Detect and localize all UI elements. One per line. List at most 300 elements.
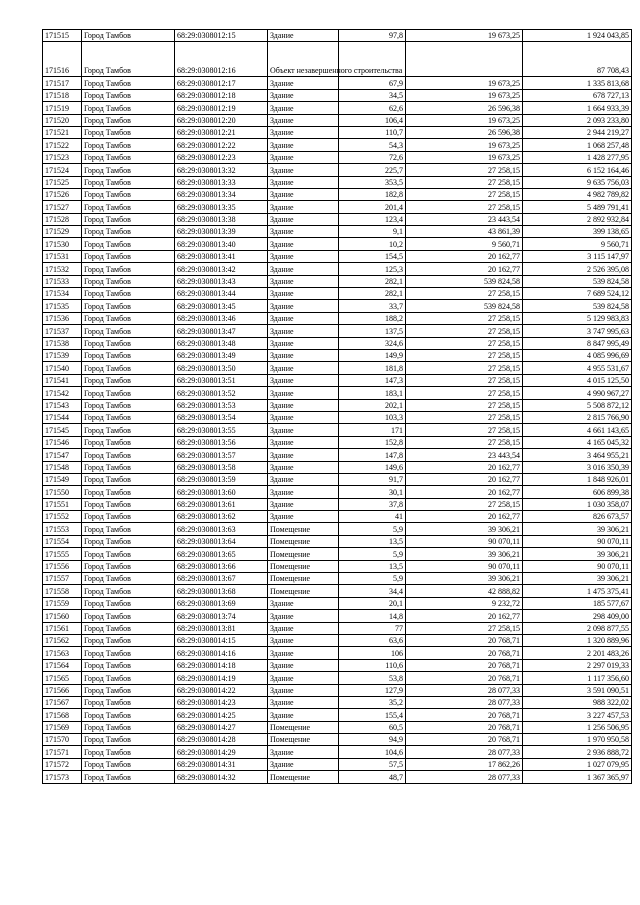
cell-cadastral-value: 87 708,43 <box>523 42 632 77</box>
cell-object-type: Здание <box>268 288 339 300</box>
cell-area: 282,1 <box>339 275 406 287</box>
cell-cadastral-value: 399 138,65 <box>523 226 632 238</box>
cell-municipality: Город Тамбов <box>82 436 175 448</box>
cell-area: 34,4 <box>339 585 406 597</box>
cell-municipality: Город Тамбов <box>82 597 175 609</box>
cell-cadastral-number: 68:29:0308013:50 <box>175 362 268 374</box>
cell-record-number: 171540 <box>43 362 82 374</box>
cell-area: 123,4 <box>339 213 406 225</box>
cell-cadastral-value: 1 664 933,39 <box>523 102 632 114</box>
table-row <box>43 151 632 163</box>
cell-specific-value: 539 824,58 <box>406 275 523 287</box>
cell-municipality: Город Тамбов <box>82 758 175 770</box>
cell-object-type: Помещение <box>268 771 339 783</box>
cell-specific-value: 43 861,39 <box>406 226 523 238</box>
cell-cadastral-value: 1 367 365,97 <box>523 771 632 783</box>
cell-cadastral-number: 68:29:0308013:60 <box>175 486 268 498</box>
table-row <box>43 573 632 585</box>
cell-record-number: 171533 <box>43 275 82 287</box>
table-row <box>43 523 632 535</box>
cell-object-type: Здание <box>268 597 339 609</box>
table-row <box>43 436 632 448</box>
cell-record-number: 171565 <box>43 672 82 684</box>
cell-cadastral-number: 68:29:0308013:32 <box>175 164 268 176</box>
cell-area: 33,7 <box>339 300 406 312</box>
cell-object-type: Здание <box>268 709 339 721</box>
cell-municipality: Город Тамбов <box>82 523 175 535</box>
table-row <box>43 560 632 572</box>
cell-cadastral-number: 68:29:0308014:31 <box>175 758 268 770</box>
table-row <box>43 188 632 200</box>
cell-specific-value: 28 077,33 <box>406 696 523 708</box>
cell-specific-value: 20 162,77 <box>406 511 523 523</box>
cell-municipality: Город Тамбов <box>82 151 175 163</box>
cell-object-type: Здание <box>268 746 339 758</box>
cell-cadastral-value: 39 306,21 <box>523 573 632 585</box>
cell-cadastral-value: 2 815 766,90 <box>523 411 632 423</box>
cell-specific-value: 27 258,15 <box>406 411 523 423</box>
cell-cadastral-number: 68:29:0308013:35 <box>175 201 268 213</box>
cell-municipality: Город Тамбов <box>82 374 175 386</box>
cell-object-type: Помещение <box>268 573 339 585</box>
table-row <box>43 300 632 312</box>
cell-area: 77 <box>339 622 406 634</box>
cell-cadastral-value: 2 526 395,08 <box>523 263 632 275</box>
cell-object-type: Объект незавершенного строительства <box>268 42 339 77</box>
cell-area: 9,1 <box>339 226 406 238</box>
cell-specific-value: 28 077,33 <box>406 746 523 758</box>
cell-cadastral-number: 68:29:0308014:28 <box>175 734 268 746</box>
cell-record-number: 171548 <box>43 461 82 473</box>
cell-record-number: 171553 <box>43 523 82 535</box>
table-row <box>43 461 632 473</box>
cell-cadastral-number: 68:29:0308013:67 <box>175 573 268 585</box>
cell-cadastral-value: 1 068 257,48 <box>523 139 632 151</box>
cell-municipality: Город Тамбов <box>82 411 175 423</box>
cell-area: 181,8 <box>339 362 406 374</box>
cell-object-type: Здание <box>268 126 339 138</box>
table-row <box>43 349 632 361</box>
cell-cadastral-number: 68:29:0308013:48 <box>175 337 268 349</box>
cell-area: 57,5 <box>339 758 406 770</box>
cell-cadastral-value: 3 227 457,53 <box>523 709 632 721</box>
cell-object-type: Здание <box>268 201 339 213</box>
table-row <box>43 585 632 597</box>
cell-cadastral-value: 2 936 888,72 <box>523 746 632 758</box>
cell-area: 37,8 <box>339 498 406 510</box>
cell-cadastral-value: 5 489 791,41 <box>523 201 632 213</box>
cell-record-number: 171551 <box>43 498 82 510</box>
cell-cadastral-value: 7 689 524,12 <box>523 288 632 300</box>
cell-cadastral-number: 68:29:0308013:68 <box>175 585 268 597</box>
cell-specific-value: 9 560,71 <box>406 238 523 250</box>
cell-cadastral-number: 68:29:0308013:43 <box>175 275 268 287</box>
cell-municipality: Город Тамбов <box>82 548 175 560</box>
cell-municipality: Город Тамбов <box>82 325 175 337</box>
cell-cadastral-number: 68:29:0308013:53 <box>175 399 268 411</box>
cell-municipality: Город Тамбов <box>82 164 175 176</box>
cell-object-type: Здание <box>268 486 339 498</box>
cell-cadastral-number: 68:29:0308013:38 <box>175 213 268 225</box>
cell-cadastral-value: 1 970 950,58 <box>523 734 632 746</box>
table-row <box>43 610 632 622</box>
cell-municipality: Город Тамбов <box>82 201 175 213</box>
cell-record-number: 171555 <box>43 548 82 560</box>
cell-record-number: 171566 <box>43 684 82 696</box>
cell-area: 106,4 <box>339 114 406 126</box>
cell-cadastral-value: 539 824,58 <box>523 275 632 287</box>
cell-specific-value: 20 768,71 <box>406 672 523 684</box>
cell-object-type: Здание <box>268 672 339 684</box>
cell-object-type: Здание <box>268 362 339 374</box>
cell-cadastral-number: 68:29:0308014:16 <box>175 647 268 659</box>
cell-object-type: Здание <box>268 511 339 523</box>
cell-cadastral-number: 68:29:0308013:74 <box>175 610 268 622</box>
cell-object-type: Здание <box>268 188 339 200</box>
cell-cadastral-value: 90 070,11 <box>523 560 632 572</box>
cell-area: 155,4 <box>339 709 406 721</box>
cell-object-type: Здание <box>268 622 339 634</box>
cell-area: 149,9 <box>339 349 406 361</box>
cell-specific-value: 19 673,25 <box>406 77 523 89</box>
cell-object-type: Здание <box>268 77 339 89</box>
cell-cadastral-value: 1 027 079,95 <box>523 758 632 770</box>
cell-specific-value: 20 162,77 <box>406 610 523 622</box>
cell-object-type: Здание <box>268 449 339 461</box>
cell-object-type: Помещение <box>268 585 339 597</box>
cell-cadastral-number: 68:29:0308012:21 <box>175 126 268 138</box>
cell-area: 110,6 <box>339 659 406 671</box>
cell-cadastral-number: 68:29:0308013:41 <box>175 250 268 262</box>
cell-record-number: 171568 <box>43 709 82 721</box>
cell-cadastral-value: 1 030 358,07 <box>523 498 632 510</box>
cell-cadastral-number: 68:29:0308013:56 <box>175 436 268 448</box>
table-row <box>43 399 632 411</box>
cell-record-number: 171531 <box>43 250 82 262</box>
cell-area: 282,1 <box>339 288 406 300</box>
table-row <box>43 746 632 758</box>
cell-municipality: Город Тамбов <box>82 275 175 287</box>
cell-cadastral-value: 2 297 019,33 <box>523 659 632 671</box>
table-row <box>43 325 632 337</box>
cell-municipality: Город Тамбов <box>82 250 175 262</box>
cell-cadastral-number: 68:29:0308013:44 <box>175 288 268 300</box>
cell-cadastral-value: 9 635 756,03 <box>523 176 632 188</box>
cell-area: 94,9 <box>339 734 406 746</box>
cell-area: 147,8 <box>339 449 406 461</box>
cell-municipality: Город Тамбов <box>82 312 175 324</box>
cell-specific-value: 39 306,21 <box>406 573 523 585</box>
cell-record-number: 171541 <box>43 374 82 386</box>
cell-area: 183,1 <box>339 387 406 399</box>
cell-object-type: Здание <box>268 610 339 622</box>
cell-record-number: 171536 <box>43 312 82 324</box>
cell-cadastral-value: 90 070,11 <box>523 535 632 547</box>
cell-cadastral-value: 539 824,58 <box>523 300 632 312</box>
cell-cadastral-number: 68:29:0308014:19 <box>175 672 268 684</box>
cell-record-number: 171561 <box>43 622 82 634</box>
cell-area: 62,6 <box>339 102 406 114</box>
table-row <box>43 498 632 510</box>
cell-record-number: 171527 <box>43 201 82 213</box>
cell-specific-value: 27 258,15 <box>406 201 523 213</box>
cell-record-number: 171545 <box>43 424 82 436</box>
cell-municipality: Город Тамбов <box>82 721 175 733</box>
cell-area: 5,9 <box>339 548 406 560</box>
cell-record-number: 171538 <box>43 337 82 349</box>
cell-specific-value: 27 258,15 <box>406 387 523 399</box>
cell-municipality: Город Тамбов <box>82 226 175 238</box>
cell-area: 53,8 <box>339 672 406 684</box>
cell-specific-value: 20 162,77 <box>406 263 523 275</box>
cell-area: 35,2 <box>339 696 406 708</box>
cell-object-type: Здание <box>268 139 339 151</box>
cell-specific-value: 19 673,25 <box>406 151 523 163</box>
cell-specific-value: 90 070,11 <box>406 560 523 572</box>
cell-cadastral-number: 68:29:0308013:61 <box>175 498 268 510</box>
table-row <box>43 250 632 262</box>
cell-area: 30,1 <box>339 486 406 498</box>
cell-area: 13,5 <box>339 535 406 547</box>
cell-municipality: Город Тамбов <box>82 424 175 436</box>
cell-area: 72,6 <box>339 151 406 163</box>
cell-cadastral-number: 68:29:0308013:34 <box>175 188 268 200</box>
cell-record-number: 171528 <box>43 213 82 225</box>
cell-area: 149,6 <box>339 461 406 473</box>
cell-cadastral-value: 4 990 967,27 <box>523 387 632 399</box>
cell-municipality: Город Тамбов <box>82 647 175 659</box>
table-row <box>43 511 632 523</box>
cell-cadastral-value: 5 129 983,83 <box>523 312 632 324</box>
cell-object-type: Здание <box>268 387 339 399</box>
table-row <box>43 337 632 349</box>
cell-municipality: Город Тамбов <box>82 535 175 547</box>
cell-cadastral-number: 68:29:0308013:39 <box>175 226 268 238</box>
cell-object-type: Помещение <box>268 535 339 547</box>
cell-cadastral-value: 3 464 955,21 <box>523 449 632 461</box>
table-row <box>43 238 632 250</box>
cell-record-number: 171564 <box>43 659 82 671</box>
cell-cadastral-number: 68:29:0308012:18 <box>175 89 268 101</box>
cell-cadastral-value: 2 201 483,26 <box>523 647 632 659</box>
cell-cadastral-value: 606 899,38 <box>523 486 632 498</box>
cell-area: 5,9 <box>339 523 406 535</box>
cell-specific-value: 23 443,54 <box>406 213 523 225</box>
cell-record-number: 171534 <box>43 288 82 300</box>
cell-cadastral-value: 185 577,67 <box>523 597 632 609</box>
table-row <box>43 659 632 671</box>
cell-municipality: Город Тамбов <box>82 114 175 126</box>
cell-cadastral-number: 68:29:0308012:23 <box>175 151 268 163</box>
cell-record-number: 171537 <box>43 325 82 337</box>
cell-area: 127,9 <box>339 684 406 696</box>
cell-record-number: 171572 <box>43 758 82 770</box>
cell-object-type: Здание <box>268 349 339 361</box>
cell-object-type: Здание <box>268 312 339 324</box>
cell-cadastral-number: 68:29:0308014:29 <box>175 746 268 758</box>
cell-record-number: 171570 <box>43 734 82 746</box>
cell-cadastral-value: 1 320 889,96 <box>523 634 632 646</box>
cell-specific-value: 26 596,38 <box>406 102 523 114</box>
cell-specific-value: 19 673,25 <box>406 30 523 42</box>
table-row <box>43 288 632 300</box>
cell-object-type: Помещение <box>268 721 339 733</box>
cell-municipality: Город Тамбов <box>82 684 175 696</box>
cell-specific-value: 39 306,21 <box>406 548 523 560</box>
cell-object-type: Здание <box>268 436 339 448</box>
cell-cadastral-number: 68:29:0308012:15 <box>175 30 268 42</box>
cell-cadastral-value: 1 256 506,95 <box>523 721 632 733</box>
cell-municipality: Город Тамбов <box>82 560 175 572</box>
cell-object-type: Здание <box>268 634 339 646</box>
cell-area: 154,5 <box>339 250 406 262</box>
cell-area: 171 <box>339 424 406 436</box>
cell-specific-value: 27 258,15 <box>406 325 523 337</box>
cell-specific-value: 27 258,15 <box>406 374 523 386</box>
cell-record-number: 171559 <box>43 597 82 609</box>
cell-cadastral-number: 68:29:0308012:17 <box>175 77 268 89</box>
cell-specific-value: 20 162,77 <box>406 250 523 262</box>
cell-record-number: 171544 <box>43 411 82 423</box>
cell-cadastral-value: 1 475 375,41 <box>523 585 632 597</box>
cell-specific-value: 20 768,71 <box>406 659 523 671</box>
cell-area: 67,9 <box>339 77 406 89</box>
table-row <box>43 709 632 721</box>
cell-area: 225,7 <box>339 164 406 176</box>
cell-object-type: Здание <box>268 498 339 510</box>
cell-record-number: 171532 <box>43 263 82 275</box>
cell-object-type: Здание <box>268 89 339 101</box>
cell-object-type: Здание <box>268 411 339 423</box>
cell-municipality: Город Тамбов <box>82 461 175 473</box>
cell-cadastral-value: 4 015 125,50 <box>523 374 632 386</box>
cell-object-type: Здание <box>268 758 339 770</box>
cell-record-number: 171523 <box>43 151 82 163</box>
cell-area: 60,5 <box>339 721 406 733</box>
table-row <box>43 647 632 659</box>
cell-record-number: 171515 <box>43 30 82 42</box>
cell-municipality: Город Тамбов <box>82 486 175 498</box>
cell-specific-value: 27 258,15 <box>406 337 523 349</box>
table-row <box>43 535 632 547</box>
cell-object-type: Здание <box>268 461 339 473</box>
cell-object-type: Здание <box>268 696 339 708</box>
cell-cadastral-number: 68:29:0308014:22 <box>175 684 268 696</box>
cell-cadastral-number: 68:29:0308013:45 <box>175 300 268 312</box>
cell-municipality: Город Тамбов <box>82 77 175 89</box>
cell-cadastral-value: 39 306,21 <box>523 548 632 560</box>
cell-municipality: Город Тамбов <box>82 263 175 275</box>
cell-specific-value: 19 673,25 <box>406 114 523 126</box>
cell-specific-value: 20 768,71 <box>406 709 523 721</box>
table-row <box>43 684 632 696</box>
cell-cadastral-value: 4 661 143,65 <box>523 424 632 436</box>
cell-object-type: Здание <box>268 102 339 114</box>
cell-object-type: Здание <box>268 30 339 42</box>
cell-municipality: Город Тамбов <box>82 672 175 684</box>
cell-record-number: 171539 <box>43 349 82 361</box>
cell-specific-value: 27 258,15 <box>406 176 523 188</box>
cell-cadastral-number: 68:29:0308014:25 <box>175 709 268 721</box>
cell-specific-value: 19 673,25 <box>406 139 523 151</box>
cell-specific-value: 27 258,15 <box>406 188 523 200</box>
table-body <box>43 30 632 784</box>
cell-cadastral-number: 68:29:0308013:69 <box>175 597 268 609</box>
cell-municipality: Город Тамбов <box>82 176 175 188</box>
cell-specific-value: 27 258,15 <box>406 622 523 634</box>
cell-cadastral-value: 4 982 789,82 <box>523 188 632 200</box>
cell-specific-value: 27 258,15 <box>406 436 523 448</box>
cell-specific-value: 20 768,71 <box>406 721 523 733</box>
cell-cadastral-number: 68:29:0308014:15 <box>175 634 268 646</box>
cell-cadastral-number: 68:29:0308013:65 <box>175 548 268 560</box>
cell-area: 97,8 <box>339 30 406 42</box>
table-row <box>43 622 632 634</box>
cell-municipality: Город Тамбов <box>82 573 175 585</box>
cell-object-type: Здание <box>268 325 339 337</box>
cell-area: 41 <box>339 511 406 523</box>
cell-municipality: Город Тамбов <box>82 30 175 42</box>
table-row <box>43 164 632 176</box>
table-row <box>43 201 632 213</box>
cell-record-number: 171567 <box>43 696 82 708</box>
cell-cadastral-number: 68:29:0308013:66 <box>175 560 268 572</box>
cell-cadastral-value: 1 848 926,01 <box>523 473 632 485</box>
cell-record-number: 171522 <box>43 139 82 151</box>
table-row <box>43 696 632 708</box>
cell-record-number: 171518 <box>43 89 82 101</box>
cell-record-number: 171569 <box>43 721 82 733</box>
cell-area: 137,5 <box>339 325 406 337</box>
cell-cadastral-number: 68:29:0308012:20 <box>175 114 268 126</box>
cell-object-type: Здание <box>268 647 339 659</box>
cell-municipality: Город Тамбов <box>82 449 175 461</box>
cell-cadastral-number: 68:29:0308013:81 <box>175 622 268 634</box>
cell-municipality: Город Тамбов <box>82 634 175 646</box>
cell-municipality: Город Тамбов <box>82 734 175 746</box>
cell-specific-value: 28 077,33 <box>406 771 523 783</box>
cell-record-number: 171519 <box>43 102 82 114</box>
cell-object-type: Помещение <box>268 523 339 535</box>
cell-record-number: 171546 <box>43 436 82 448</box>
cell-specific-value: 23 443,54 <box>406 449 523 461</box>
cell-object-type: Здание <box>268 114 339 126</box>
cell-object-type: Здание <box>268 337 339 349</box>
cell-cadastral-value: 3 016 350,39 <box>523 461 632 473</box>
table-row <box>43 473 632 485</box>
cell-object-type: Здание <box>268 399 339 411</box>
table-row <box>43 771 632 783</box>
cell-cadastral-value: 3 747 995,63 <box>523 325 632 337</box>
cell-cadastral-value: 39 306,21 <box>523 523 632 535</box>
cell-municipality: Город Тамбов <box>82 622 175 634</box>
cell-object-type: Здание <box>268 238 339 250</box>
cell-cadastral-value: 6 152 164,46 <box>523 164 632 176</box>
cell-area: 14,8 <box>339 610 406 622</box>
cell-municipality: Город Тамбов <box>82 709 175 721</box>
cell-specific-value: 9 232,72 <box>406 597 523 609</box>
table-row <box>43 486 632 498</box>
cell-area: 20,1 <box>339 597 406 609</box>
cell-specific-value: 27 258,15 <box>406 399 523 411</box>
cell-cadastral-number: 68:29:0308013:62 <box>175 511 268 523</box>
cell-cadastral-number: 68:29:0308012:22 <box>175 139 268 151</box>
cell-specific-value: 28 077,33 <box>406 684 523 696</box>
cell-object-type: Здание <box>268 151 339 163</box>
table-row <box>43 139 632 151</box>
cell-record-number: 171547 <box>43 449 82 461</box>
cell-cadastral-value: 1 924 043,85 <box>523 30 632 42</box>
